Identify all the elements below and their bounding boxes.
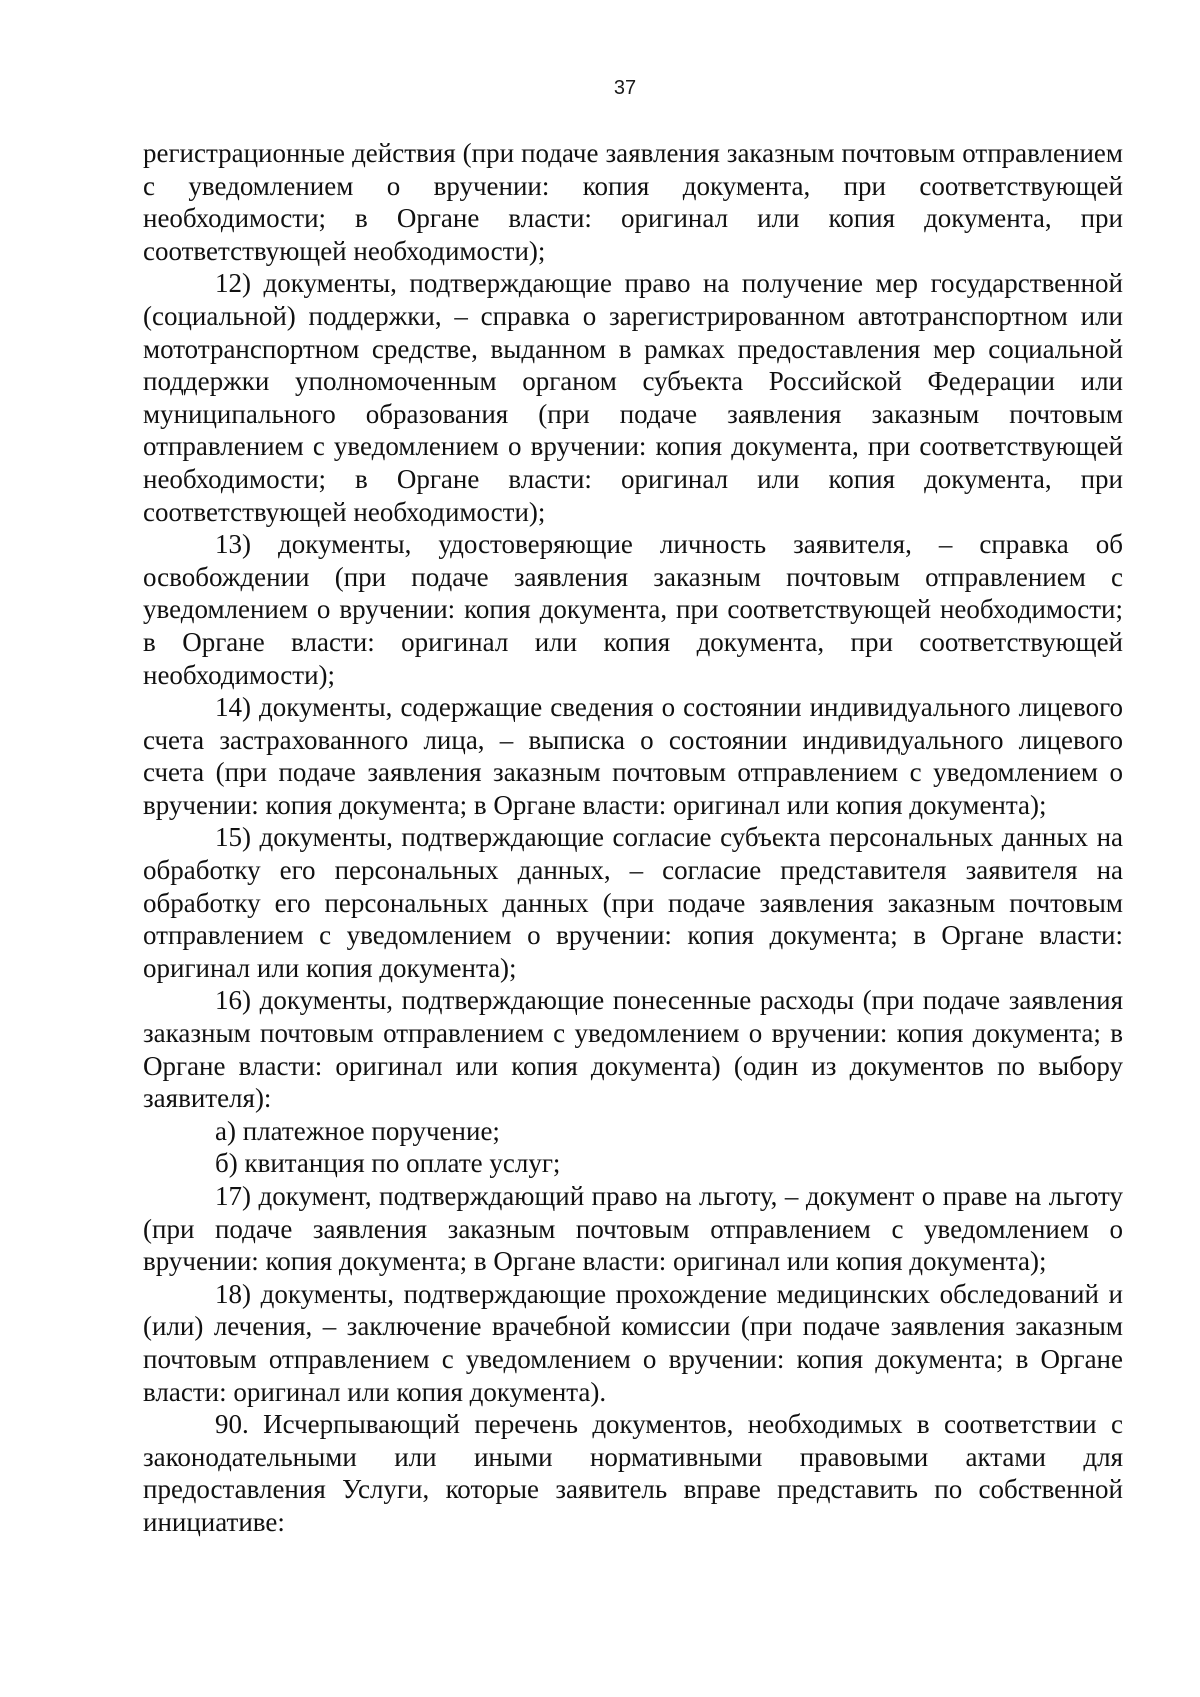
paragraph-subitem-b: б) квитанция по оплате услуг; — [215, 1148, 561, 1179]
document-body — [143, 137, 1123, 1539]
paragraph-item-17: 17) документ, подтверждающий право на льготу, – документ о праве на льготу (при подаче заявления заказным почтовым отправлением с уведомлением о вручении: копия документа; в Органе власти: оригинал или копия документа); — [143, 1181, 1123, 1277]
page-number: 37 — [613, 77, 637, 99]
paragraph-subitem-a: а) платежное поручение; — [215, 1115, 500, 1146]
paragraph-item-13: 13) документы, удостоверяющие личность заявителя, – справка об освобождении (при подаче заявления заказным почтовым отправлением с уведомлением о вручении: копия документа, при соответствующей необходимости; в Органе власти: оригинал или копия документа, при соответствующей необходимости); — [143, 529, 1123, 690]
paragraph-continuation: регистрационные действия (при подаче заявления заказным почтовым отправлением с уведомлением о вручении: копия документа, при соответствующей необходимости; в Органе власти: оригинал или копия документа, при соответствующей необходимости); — [143, 138, 1123, 266]
paragraph-item-18: 18) документы, подтверждающие прохождение медицинских обследований и (или) лечения, – заключение врачебной комиссии (при подаче заявления заказным почтовым отправлением с уведомлением о вручении: копия документа; в Органе власти: оригинал или копия документа). — [143, 1278, 1123, 1407]
paragraph-item-15: 15) документы, подтверждающие согласие субъекта персональных данных на обработку его персональных данных, – согласие представителя заявителя на обработку его персональных данных (при подаче заявления заказным почтовым отправлением с уведомлением о вручении: копия документа; в Органе власти: оригинал или копия документа); — [143, 822, 1123, 983]
paragraph-item-12: 12) документы, подтверждающие право на получение мер государственной (социальной) поддержки, – справка о зарегистрированном автотранспортном или мототранспортном средстве, выданном в рамках предоставления мер социальной поддержки уполномоченным органом субъекта Российской Федерации или муниципального образования (при подаче заявления заказным почтовым отправлением с уведомлением о вручении: копия документа, при соответствующей необходимости; в Органе власти: оригинал или копия документа, при соответствующей необходимости); — [143, 268, 1123, 527]
paragraph-item-14: 14) документы, содержащие сведения о состоянии индивидуального лицевого счета застрахованного лица, – выписка о состоянии индивидуального лицевого счета (при подаче заявления заказным почтовым отправлением с уведомлением о вручении: копия документа; в Органе власти: оригинал или копия документа); — [143, 692, 1123, 820]
paragraph-item-16: 16) документы, подтверждающие понесенные расходы (при подаче заявления заказным почтовым отправлением с уведомлением о вручении: копия документа; в Органе власти: оригинал или копия документа) (один из документов по выбору заявителя): — [143, 985, 1123, 1114]
paragraph-section-90: 90. Исчерпывающий перечень документов, необходимых в соответствии с законодательными или иными нормативными правовыми актами для предоставления Услуги, которые заявитель вправе представить по собственной инициативе: — [143, 1409, 1123, 1537]
